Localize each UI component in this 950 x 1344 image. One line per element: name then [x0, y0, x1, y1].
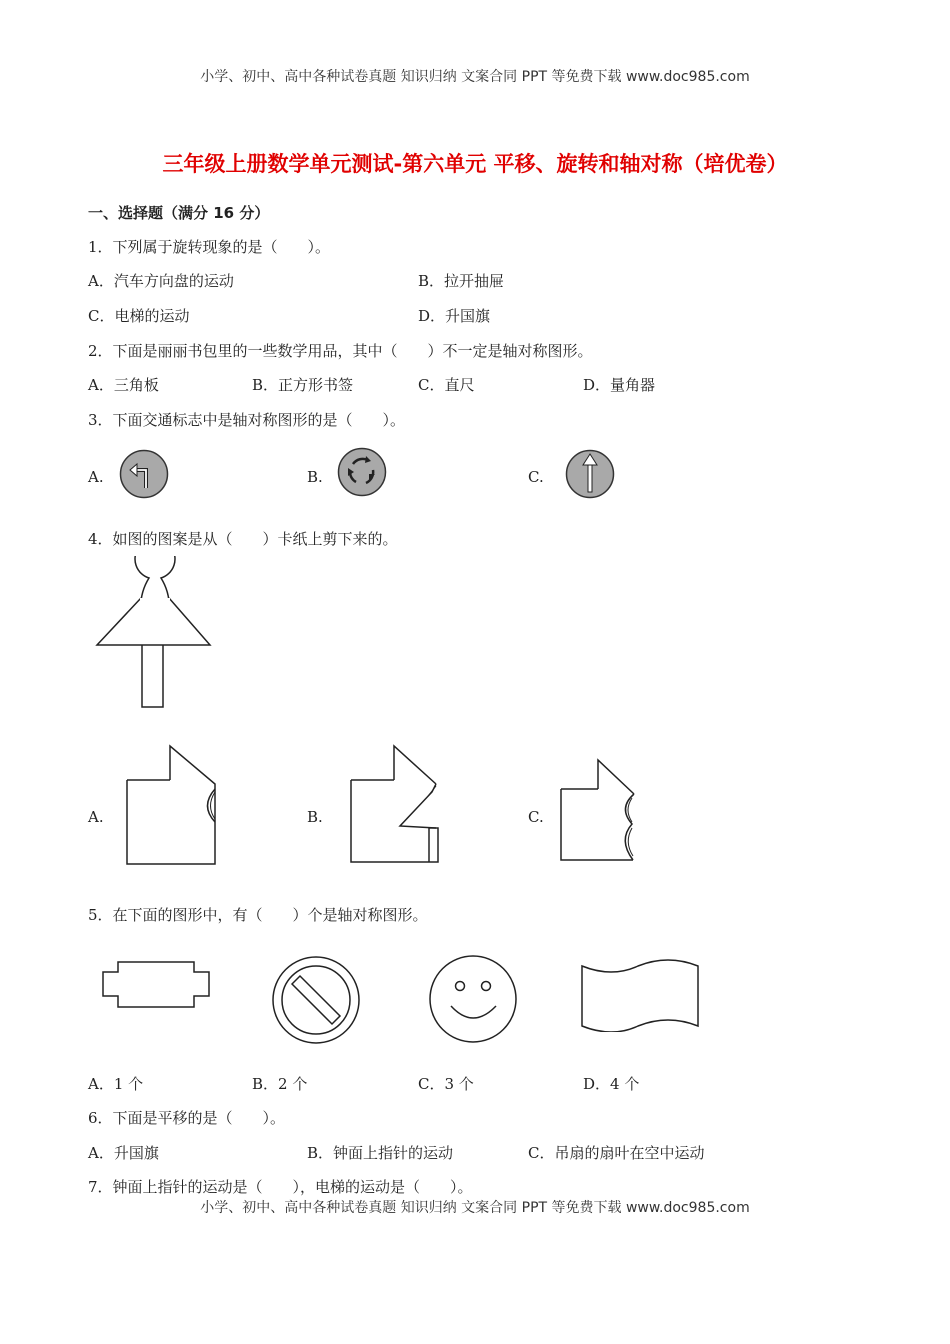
question-3-stem: 3．下面交通标志中是轴对称图形的是（ ）。: [88, 411, 406, 429]
question-3-option-c: C.: [528, 468, 544, 486]
question-2-option-a: A．三角板: [88, 376, 159, 394]
cutout-figure-icon: [94, 556, 214, 710]
question-5-option-a: A．1 个: [88, 1075, 144, 1093]
question-5-option-b: B．2 个: [252, 1075, 308, 1093]
turn-left-sign-icon: [118, 448, 170, 500]
question-5-stem: 5．在下面的图形中，有（ ）个是轴对称图形。: [88, 906, 428, 924]
page-title: 三年级上册数学单元测试-第六单元 平移、旋转和轴对称（培优卷）: [162, 152, 788, 176]
roundabout-sign-icon: [336, 446, 388, 498]
question-3-option-a: A.: [88, 468, 104, 486]
question-6-option-a: A．升国旗: [88, 1144, 159, 1162]
question-4-option-b: B.: [307, 808, 323, 826]
question-1-stem: 1．下列属于旋转现象的是（ ）。: [88, 238, 331, 256]
no-entry-sign-icon: [270, 954, 362, 1046]
question-2-stem: 2．下面是丽丽书包里的一些数学用品，其中（ ）不一定是轴对称图形。: [88, 342, 593, 360]
question-2-option-b: B．正方形书签: [252, 376, 354, 394]
question-3-option-b: B.: [307, 468, 323, 486]
question-6-stem: 6．下面是平移的是（ ）。: [88, 1109, 286, 1127]
page-header: 小学、初中、高中各种试卷真题 知识归纳 文案合同 PPT 等免费下载 www.doc985.com: [200, 69, 750, 85]
question-7-stem: 7．钟面上指针的运动是（ ），电梯的运动是（ ）。: [88, 1178, 473, 1196]
question-2-option-c: C．直尺: [418, 376, 475, 394]
question-1-option-b: B．拉开抽屉: [418, 272, 505, 290]
page-footer: 小学、初中、高中各种试卷真题 知识归纳 文案合同 PPT 等免费下载 www.doc985.com: [200, 1200, 750, 1216]
question-1-option-c: C．电梯的运动: [88, 307, 190, 325]
question-6-option-b: B．钟面上指针的运动: [307, 1144, 454, 1162]
waving-flag-icon: [578, 958, 702, 1032]
question-5-option-c: C．3 个: [418, 1075, 474, 1093]
folded-paper-a-icon: [124, 744, 224, 868]
question-4-option-a: A.: [88, 808, 104, 826]
question-4-option-c: C.: [528, 808, 544, 826]
question-6-option-c: C．吊扇的扇叶在空中运动: [528, 1144, 705, 1162]
folded-paper-c-icon: [558, 758, 648, 868]
question-1-option-d: D．升国旗: [418, 307, 491, 325]
folded-paper-b-icon: [348, 744, 448, 868]
question-1-option-a: A．汽车方向盘的运动: [88, 272, 234, 290]
section-heading: 一、选择题（满分 16 分）: [88, 204, 270, 222]
question-4-stem: 4．如图的图案是从（ ）卡纸上剪下来的。: [88, 530, 398, 548]
straight-ahead-sign-icon: [564, 448, 616, 500]
notched-rectangle-icon: [100, 960, 212, 1010]
question-2-option-d: D．量角器: [583, 376, 656, 394]
question-5-option-d: D．4 个: [583, 1075, 640, 1093]
smiley-face-icon: [426, 952, 520, 1046]
